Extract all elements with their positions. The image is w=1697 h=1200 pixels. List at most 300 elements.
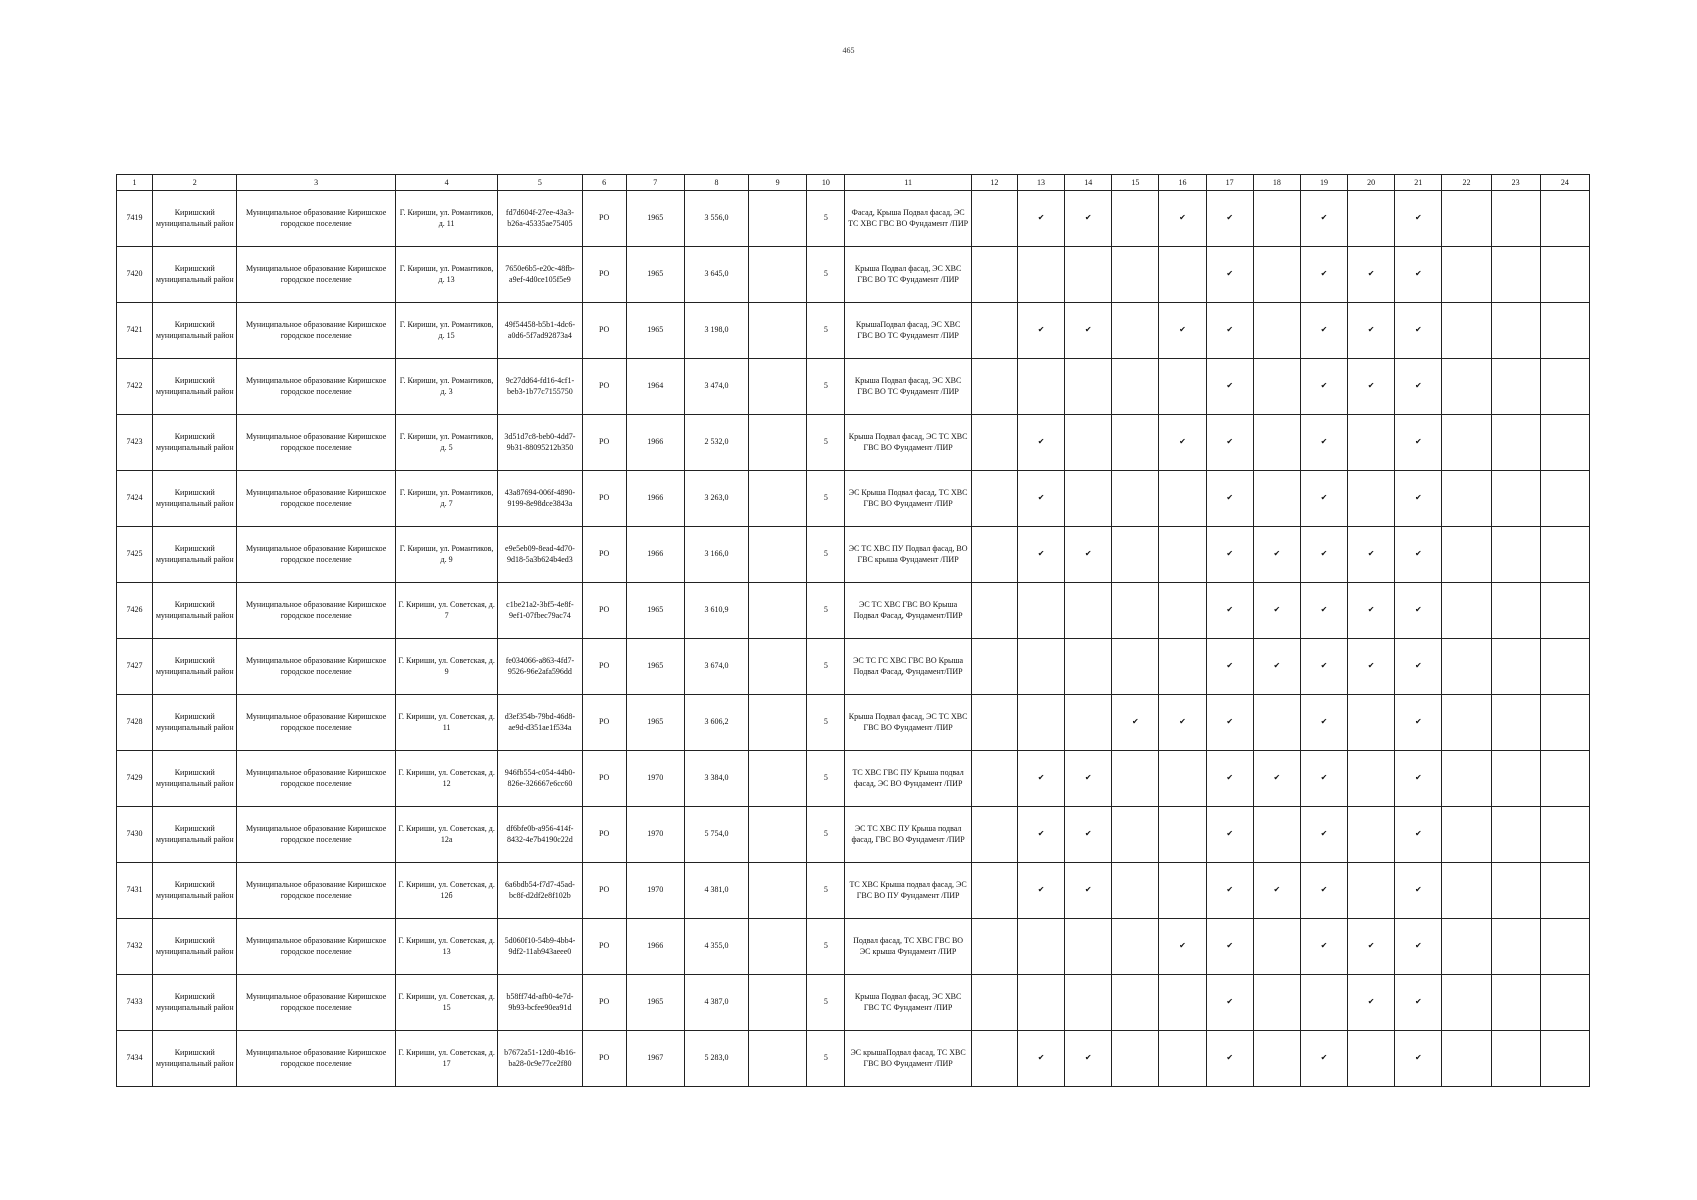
empty-cell <box>749 751 807 807</box>
year-cell: 1964 <box>626 359 684 415</box>
area-cell: 3 198,0 <box>684 303 748 359</box>
empty-check-cell <box>1253 807 1300 863</box>
check-mark-icon: ✔ <box>1395 919 1442 975</box>
guid-cell: 3d51d7c8-beb0-4dd7-9b31-88095212b350 <box>498 415 582 471</box>
empty-check-cell <box>1491 751 1540 807</box>
district-cell: Киришский муниципальный район <box>153 807 237 863</box>
area-cell: 3 674,0 <box>684 639 748 695</box>
empty-cell <box>749 695 807 751</box>
check-mark-icon: ✔ <box>1206 919 1253 975</box>
empty-check-cell <box>1112 639 1159 695</box>
guid-cell: b58ff74d-afb0-4e7d-9b93-bcfee90ea91d <box>498 975 582 1031</box>
column-header-8: 8 <box>684 175 748 191</box>
works-cell: ЭС ТС ХВС ПУ Крыша подвал фасад, ГВС ВО Фундамент /ПИР <box>845 807 971 863</box>
guid-cell: 7650e6b5-e20c-48fb-a9ef-4d0ce105f5e9 <box>498 247 582 303</box>
empty-check-cell <box>1017 359 1064 415</box>
empty-cell <box>971 359 1017 415</box>
check-mark-icon: ✔ <box>1300 303 1347 359</box>
municipality-cell: Муниципальное образование Киришское городское поселение <box>237 863 396 919</box>
address-cell: Г. Кириши, ул. Советская, д. 12 <box>395 751 497 807</box>
table-row <box>117 471 1590 527</box>
works-cell: ТС ХВС Крыша подвал фасад, ЭС ГВС ВО ПУ Фундамент /ПИР <box>845 863 971 919</box>
check-mark-icon: ✔ <box>1206 639 1253 695</box>
floors-cell: 5 <box>807 471 845 527</box>
empty-check-cell <box>1159 527 1206 583</box>
type-cell: РО <box>582 807 626 863</box>
address-cell: Г. Кириши, ул. Романтиков, д. 7 <box>395 471 497 527</box>
empty-cell <box>971 695 1017 751</box>
check-mark-icon: ✔ <box>1300 863 1347 919</box>
check-mark-icon: ✔ <box>1395 751 1442 807</box>
table-row <box>117 415 1590 471</box>
empty-check-cell <box>1112 247 1159 303</box>
municipality-cell: Муниципальное образование Киришское городское поселение <box>237 303 396 359</box>
empty-check-cell <box>1348 695 1395 751</box>
floors-cell: 5 <box>807 751 845 807</box>
empty-check-cell <box>1065 639 1112 695</box>
check-mark-icon: ✔ <box>1017 751 1064 807</box>
works-cell: Крыша Подвал фасад, ЭС ХВС ГВС ТС Фундамент /ПИР <box>845 975 971 1031</box>
guid-cell: 9c27dd64-fd16-4cf1-beb3-1b77c7155750 <box>498 359 582 415</box>
row-number: 7429 <box>117 751 153 807</box>
empty-check-cell <box>1065 471 1112 527</box>
check-mark-icon: ✔ <box>1395 1031 1442 1087</box>
guid-cell: fe034066-a863-4fd7-9526-96e2afa596dd <box>498 639 582 695</box>
empty-check-cell <box>1442 751 1491 807</box>
empty-check-cell <box>1112 359 1159 415</box>
district-cell: Киришский муниципальный район <box>153 919 237 975</box>
empty-check-cell <box>1540 751 1589 807</box>
check-mark-icon: ✔ <box>1017 863 1064 919</box>
check-mark-icon: ✔ <box>1206 247 1253 303</box>
empty-cell <box>749 919 807 975</box>
row-number: 7426 <box>117 583 153 639</box>
empty-check-cell <box>1300 975 1347 1031</box>
column-header-1: 1 <box>117 175 153 191</box>
row-number: 7427 <box>117 639 153 695</box>
empty-check-cell <box>1017 975 1064 1031</box>
empty-check-cell <box>1491 471 1540 527</box>
check-mark-icon: ✔ <box>1206 303 1253 359</box>
empty-check-cell <box>1540 583 1589 639</box>
floors-cell: 5 <box>807 303 845 359</box>
district-cell: Киришский муниципальный район <box>153 863 237 919</box>
area-cell: 4 381,0 <box>684 863 748 919</box>
check-mark-icon: ✔ <box>1159 415 1206 471</box>
empty-check-cell <box>1540 919 1589 975</box>
empty-check-cell <box>1017 695 1064 751</box>
empty-check-cell <box>1017 247 1064 303</box>
empty-check-cell <box>1540 247 1589 303</box>
table-row <box>117 863 1590 919</box>
check-mark-icon: ✔ <box>1300 807 1347 863</box>
check-mark-icon: ✔ <box>1395 975 1442 1031</box>
empty-check-cell <box>1112 415 1159 471</box>
column-header-6: 6 <box>582 175 626 191</box>
check-mark-icon: ✔ <box>1395 695 1442 751</box>
check-mark-icon: ✔ <box>1017 471 1064 527</box>
empty-cell <box>971 583 1017 639</box>
check-mark-icon: ✔ <box>1300 471 1347 527</box>
check-mark-icon: ✔ <box>1206 359 1253 415</box>
area-cell: 4 387,0 <box>684 975 748 1031</box>
type-cell: РО <box>582 303 626 359</box>
floors-cell: 5 <box>807 527 845 583</box>
empty-cell <box>971 471 1017 527</box>
empty-check-cell <box>1159 807 1206 863</box>
empty-check-cell <box>1159 583 1206 639</box>
guid-cell: df6bfe0b-a956-414f-8432-4e7b4190c22d <box>498 807 582 863</box>
table-row <box>117 639 1590 695</box>
row-number: 7419 <box>117 191 153 247</box>
year-cell: 1965 <box>626 975 684 1031</box>
check-mark-icon: ✔ <box>1017 527 1064 583</box>
empty-check-cell <box>1540 471 1589 527</box>
address-cell: Г. Кириши, ул. Романтиков, д. 9 <box>395 527 497 583</box>
works-cell: Крыша Подвал фасад, ЭС ХВС ГВС ВО ТС Фундамент /ПИР <box>845 247 971 303</box>
guid-cell: 43a87694-006f-4890-9199-8e98dce3843a <box>498 471 582 527</box>
district-cell: Киришский муниципальный район <box>153 527 237 583</box>
empty-check-cell <box>1112 583 1159 639</box>
column-header-17: 17 <box>1206 175 1253 191</box>
column-header-15: 15 <box>1112 175 1159 191</box>
empty-check-cell <box>1159 1031 1206 1087</box>
empty-check-cell <box>1540 639 1589 695</box>
check-mark-icon: ✔ <box>1348 527 1395 583</box>
row-number: 7423 <box>117 415 153 471</box>
check-mark-icon: ✔ <box>1065 1031 1112 1087</box>
type-cell: РО <box>582 1031 626 1087</box>
empty-check-cell <box>1159 247 1206 303</box>
empty-check-cell <box>1112 471 1159 527</box>
check-mark-icon: ✔ <box>1253 639 1300 695</box>
column-header-7: 7 <box>626 175 684 191</box>
empty-check-cell <box>1491 863 1540 919</box>
address-cell: Г. Кириши, ул. Романтиков, д. 5 <box>395 415 497 471</box>
check-mark-icon: ✔ <box>1300 583 1347 639</box>
address-cell: Г. Кириши, ул. Советская, д. 13 <box>395 919 497 975</box>
empty-check-cell <box>1491 359 1540 415</box>
empty-check-cell <box>1491 807 1540 863</box>
table-row <box>117 303 1590 359</box>
empty-check-cell <box>1253 695 1300 751</box>
column-header-23: 23 <box>1491 175 1540 191</box>
guid-cell: d3ef354b-79bd-46d8-ae9d-d351ae1f534a <box>498 695 582 751</box>
municipality-cell: Муниципальное образование Киришское городское поселение <box>237 807 396 863</box>
empty-cell <box>971 639 1017 695</box>
column-header-12: 12 <box>971 175 1017 191</box>
empty-cell <box>749 303 807 359</box>
empty-check-cell <box>1540 863 1589 919</box>
empty-check-cell <box>1348 807 1395 863</box>
row-number: 7422 <box>117 359 153 415</box>
empty-cell <box>749 639 807 695</box>
year-cell: 1965 <box>626 247 684 303</box>
empty-cell <box>749 415 807 471</box>
district-cell: Киришский муниципальный район <box>153 751 237 807</box>
empty-check-cell <box>1253 1031 1300 1087</box>
district-cell: Киришский муниципальный район <box>153 1031 237 1087</box>
check-mark-icon: ✔ <box>1206 583 1253 639</box>
address-cell: Г. Кириши, ул. Советская, д. 7 <box>395 583 497 639</box>
empty-cell <box>749 191 807 247</box>
column-header-24: 24 <box>1540 175 1589 191</box>
district-cell: Киришский муниципальный район <box>153 359 237 415</box>
check-mark-icon: ✔ <box>1395 191 1442 247</box>
floors-cell: 5 <box>807 975 845 1031</box>
empty-check-cell <box>1159 751 1206 807</box>
empty-check-cell <box>1065 247 1112 303</box>
check-mark-icon: ✔ <box>1253 863 1300 919</box>
check-mark-icon: ✔ <box>1206 471 1253 527</box>
works-cell: ТС ХВС ГВС ПУ Крыша подвал фасад, ЭС ВО Фундамент /ПИР <box>845 751 971 807</box>
address-cell: Г. Кириши, ул. Романтиков, д. 11 <box>395 191 497 247</box>
empty-check-cell <box>1442 471 1491 527</box>
area-cell: 3 263,0 <box>684 471 748 527</box>
empty-check-cell <box>1017 639 1064 695</box>
empty-check-cell <box>1159 471 1206 527</box>
empty-check-cell <box>1491 975 1540 1031</box>
empty-cell <box>971 863 1017 919</box>
district-cell: Киришский муниципальный район <box>153 191 237 247</box>
area-cell: 3 474,0 <box>684 359 748 415</box>
empty-check-cell <box>1442 359 1491 415</box>
type-cell: РО <box>582 751 626 807</box>
year-cell: 1965 <box>626 695 684 751</box>
empty-check-cell <box>1442 919 1491 975</box>
empty-check-cell <box>1065 359 1112 415</box>
works-cell: КрышаПодвал фасад, ЭС ХВС ГВС ВО ТС Фундамент /ПИР <box>845 303 971 359</box>
empty-check-cell <box>1348 1031 1395 1087</box>
empty-check-cell <box>1017 583 1064 639</box>
type-cell: РО <box>582 863 626 919</box>
check-mark-icon: ✔ <box>1065 303 1112 359</box>
empty-cell <box>749 975 807 1031</box>
area-cell: 2 532,0 <box>684 415 748 471</box>
empty-check-cell <box>1065 415 1112 471</box>
column-header-10: 10 <box>807 175 845 191</box>
year-cell: 1965 <box>626 639 684 695</box>
year-cell: 1970 <box>626 751 684 807</box>
municipality-cell: Муниципальное образование Киришское городское поселение <box>237 471 396 527</box>
municipality-cell: Муниципальное образование Киришское городское поселение <box>237 415 396 471</box>
row-number: 7433 <box>117 975 153 1031</box>
check-mark-icon: ✔ <box>1300 1031 1347 1087</box>
column-header-11: 11 <box>845 175 971 191</box>
district-cell: Киришский муниципальный район <box>153 471 237 527</box>
empty-check-cell <box>1159 975 1206 1031</box>
empty-cell <box>971 415 1017 471</box>
page-number: 465 <box>842 46 855 55</box>
address-cell: Г. Кириши, ул. Романтиков, д. 15 <box>395 303 497 359</box>
check-mark-icon: ✔ <box>1348 919 1395 975</box>
year-cell: 1966 <box>626 415 684 471</box>
check-mark-icon: ✔ <box>1395 247 1442 303</box>
empty-check-cell <box>1112 863 1159 919</box>
housing-registry-table <box>116 174 1590 1087</box>
check-mark-icon: ✔ <box>1065 751 1112 807</box>
column-header-5: 5 <box>498 175 582 191</box>
floors-cell: 5 <box>807 919 845 975</box>
empty-cell <box>971 303 1017 359</box>
check-mark-icon: ✔ <box>1065 807 1112 863</box>
check-mark-icon: ✔ <box>1017 807 1064 863</box>
check-mark-icon: ✔ <box>1253 751 1300 807</box>
empty-check-cell <box>1491 695 1540 751</box>
district-cell: Киришский муниципальный район <box>153 247 237 303</box>
municipality-cell: Муниципальное образование Киришское городское поселение <box>237 975 396 1031</box>
district-cell: Киришский муниципальный район <box>153 695 237 751</box>
address-cell: Г. Кириши, ул. Советская, д. 12б <box>395 863 497 919</box>
municipality-cell: Муниципальное образование Киришское городское поселение <box>237 247 396 303</box>
type-cell: РО <box>582 695 626 751</box>
works-cell: Подвал фасад, ТС ХВС ГВС ВО ЭС крыша Фундамент /ПИР <box>845 919 971 975</box>
empty-check-cell <box>1112 751 1159 807</box>
empty-cell <box>971 919 1017 975</box>
type-cell: РО <box>582 975 626 1031</box>
district-cell: Киришский муниципальный район <box>153 303 237 359</box>
municipality-cell: Муниципальное образование Киришское городское поселение <box>237 527 396 583</box>
empty-check-cell <box>1159 639 1206 695</box>
check-mark-icon: ✔ <box>1395 639 1442 695</box>
check-mark-icon: ✔ <box>1300 919 1347 975</box>
check-mark-icon: ✔ <box>1348 583 1395 639</box>
floors-cell: 5 <box>807 359 845 415</box>
column-header-4: 4 <box>395 175 497 191</box>
empty-check-cell <box>1112 919 1159 975</box>
empty-check-cell <box>1348 471 1395 527</box>
check-mark-icon: ✔ <box>1395 471 1442 527</box>
works-cell: ЭС Крыша Подвал фасад, ТС ХВС ГВС ВО Фундамент /ПИР <box>845 471 971 527</box>
row-number: 7434 <box>117 1031 153 1087</box>
empty-check-cell <box>1253 247 1300 303</box>
municipality-cell: Муниципальное образование Киришское городское поселение <box>237 751 396 807</box>
check-mark-icon: ✔ <box>1159 919 1206 975</box>
address-cell: Г. Кириши, ул. Романтиков, д. 13 <box>395 247 497 303</box>
area-cell: 3 610,9 <box>684 583 748 639</box>
empty-check-cell <box>1065 919 1112 975</box>
empty-cell <box>971 975 1017 1031</box>
empty-check-cell <box>1348 191 1395 247</box>
check-mark-icon: ✔ <box>1159 191 1206 247</box>
check-mark-icon: ✔ <box>1395 303 1442 359</box>
check-mark-icon: ✔ <box>1017 303 1064 359</box>
check-mark-icon: ✔ <box>1395 807 1442 863</box>
area-cell: 5 754,0 <box>684 807 748 863</box>
empty-cell <box>749 471 807 527</box>
empty-check-cell <box>1253 415 1300 471</box>
check-mark-icon: ✔ <box>1300 247 1347 303</box>
empty-check-cell <box>1112 191 1159 247</box>
empty-cell <box>749 247 807 303</box>
check-mark-icon: ✔ <box>1300 191 1347 247</box>
row-number: 7424 <box>117 471 153 527</box>
check-mark-icon: ✔ <box>1348 639 1395 695</box>
empty-check-cell <box>1348 863 1395 919</box>
check-mark-icon: ✔ <box>1348 247 1395 303</box>
address-cell: Г. Кириши, ул. Советская, д. 17 <box>395 1031 497 1087</box>
municipality-cell: Муниципальное образование Киришское городское поселение <box>237 359 396 415</box>
year-cell: 1970 <box>626 807 684 863</box>
table-row <box>117 1031 1590 1087</box>
empty-check-cell <box>1442 639 1491 695</box>
check-mark-icon: ✔ <box>1206 807 1253 863</box>
empty-cell <box>749 583 807 639</box>
municipality-cell: Муниципальное образование Киришское городское поселение <box>237 583 396 639</box>
check-mark-icon: ✔ <box>1348 303 1395 359</box>
check-mark-icon: ✔ <box>1395 583 1442 639</box>
empty-check-cell <box>1491 527 1540 583</box>
check-mark-icon: ✔ <box>1300 639 1347 695</box>
check-mark-icon: ✔ <box>1348 359 1395 415</box>
empty-check-cell <box>1442 807 1491 863</box>
area-cell: 3 556,0 <box>684 191 748 247</box>
check-mark-icon: ✔ <box>1348 975 1395 1031</box>
type-cell: РО <box>582 583 626 639</box>
empty-check-cell <box>1112 975 1159 1031</box>
year-cell: 1965 <box>626 303 684 359</box>
check-mark-icon: ✔ <box>1206 415 1253 471</box>
empty-check-cell <box>1491 1031 1540 1087</box>
empty-cell <box>749 807 807 863</box>
column-header-2: 2 <box>153 175 237 191</box>
year-cell: 1966 <box>626 919 684 975</box>
row-number: 7420 <box>117 247 153 303</box>
empty-cell <box>749 1031 807 1087</box>
empty-cell <box>971 527 1017 583</box>
empty-check-cell <box>1348 415 1395 471</box>
type-cell: РО <box>582 191 626 247</box>
empty-check-cell <box>1491 639 1540 695</box>
empty-check-cell <box>1253 191 1300 247</box>
floors-cell: 5 <box>807 695 845 751</box>
empty-check-cell <box>1065 695 1112 751</box>
empty-cell <box>749 359 807 415</box>
area-cell: 3 166,0 <box>684 527 748 583</box>
empty-check-cell <box>1540 695 1589 751</box>
empty-check-cell <box>1442 303 1491 359</box>
table-row <box>117 359 1590 415</box>
area-cell: 4 355,0 <box>684 919 748 975</box>
empty-cell <box>971 751 1017 807</box>
check-mark-icon: ✔ <box>1017 191 1064 247</box>
municipality-cell: Муниципальное образование Киришское городское поселение <box>237 695 396 751</box>
column-header-9: 9 <box>749 175 807 191</box>
district-cell: Киришский муниципальный район <box>153 583 237 639</box>
type-cell: РО <box>582 919 626 975</box>
guid-cell: c1be21a2-3bf5-4e8f-9ef1-07fbec79ac74 <box>498 583 582 639</box>
row-number: 7421 <box>117 303 153 359</box>
empty-check-cell <box>1442 1031 1491 1087</box>
check-mark-icon: ✔ <box>1206 863 1253 919</box>
column-number-header <box>117 175 1590 191</box>
municipality-cell: Муниципальное образование Киришское городское поселение <box>237 191 396 247</box>
empty-cell <box>971 191 1017 247</box>
empty-check-cell <box>1491 303 1540 359</box>
floors-cell: 5 <box>807 191 845 247</box>
column-header-19: 19 <box>1300 175 1347 191</box>
type-cell: РО <box>582 527 626 583</box>
check-mark-icon: ✔ <box>1300 527 1347 583</box>
empty-check-cell <box>1442 415 1491 471</box>
table-row <box>117 751 1590 807</box>
address-cell: Г. Кириши, ул. Советская, д. 9 <box>395 639 497 695</box>
empty-check-cell <box>1491 919 1540 975</box>
empty-check-cell <box>1540 359 1589 415</box>
table-row <box>117 191 1590 247</box>
row-number: 7428 <box>117 695 153 751</box>
empty-check-cell <box>1348 751 1395 807</box>
